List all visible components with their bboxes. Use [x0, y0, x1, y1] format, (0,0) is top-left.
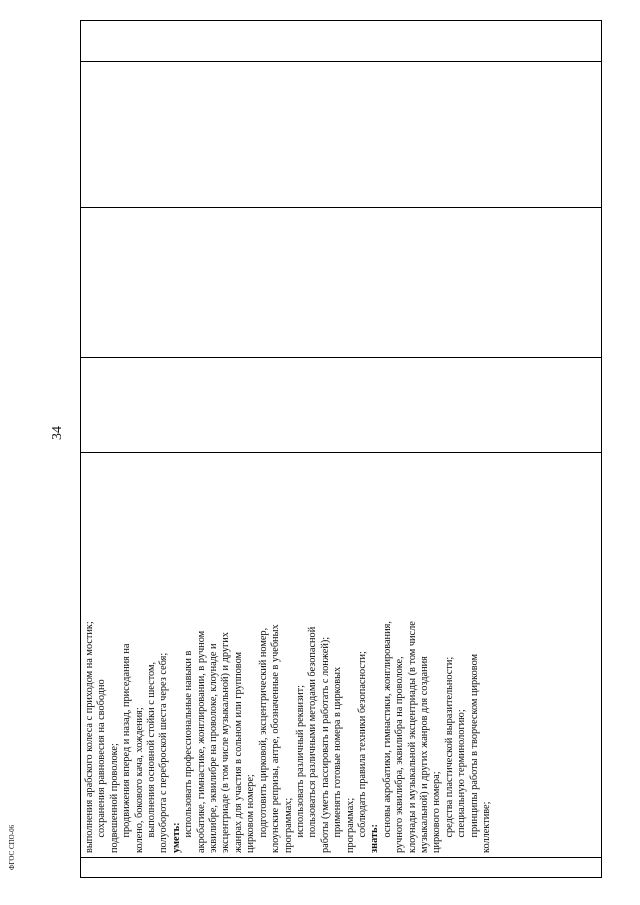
- content-line: принципы работы в творческом цирковом: [468, 653, 480, 853]
- content-line: программах;: [282, 797, 294, 853]
- page-number: 34: [50, 426, 65, 440]
- table-cell-content: [81, 452, 602, 857]
- content-line: полуоборота с переброской шеста через себя;: [158, 652, 170, 853]
- content-line: специальную терминологию;: [456, 709, 468, 853]
- content-line: коллективе;: [481, 801, 492, 853]
- content-line: программах;: [344, 797, 356, 853]
- table-cell-competencies: [81, 61, 602, 207]
- content-line: знать:: [369, 824, 381, 853]
- table-rotated-row: [81, 21, 602, 878]
- table-cell-extra: [81, 21, 602, 61]
- content-line: использовать различный реквизит;: [294, 684, 306, 853]
- content-line: работы (уметь пассировать и работать с лонжей);: [319, 636, 331, 853]
- content-line: эксцентриаде (в том числе музыкальной) и других: [220, 632, 232, 853]
- content-line: основы акробатики, гимнастики, жонглирования,: [381, 621, 393, 853]
- table-cell-discipline: [81, 207, 602, 357]
- content-line: клоунады и музыкальной эксцентриады (в том числе: [406, 621, 418, 853]
- content-line: продвижения вперед и назад, приседания на: [121, 643, 133, 853]
- content-line: жанрах для участия в сольном или групповом: [232, 651, 244, 853]
- content-line: сохранения равновесия на свободно: [96, 679, 108, 853]
- content-line: соблюдать правила техники безопасности;: [356, 651, 368, 853]
- footer-code: ФГОС СПО-06: [8, 824, 16, 870]
- content-line: пользоваться различными методами безопасной: [307, 626, 319, 853]
- content-line: выполнения арабского колеса с приходом на мостик;: [84, 621, 95, 853]
- content-line: циркового номера;: [431, 771, 443, 853]
- table-cell-hours: [81, 357, 602, 452]
- content-line: уметь:: [170, 822, 182, 853]
- content-line: цирковом номере;: [245, 774, 257, 853]
- content-line: подготовить цирковой, эксцентрический номер,: [257, 627, 269, 853]
- content-line: музыкальной) и других жанров для создания: [418, 656, 430, 853]
- content-line: акробатике, гимнастике, жонглировании, в ручном: [195, 630, 207, 853]
- content-line: выполнения основной стойки с шестом,: [146, 661, 158, 853]
- content-line: использовать профессиональные навыки в: [183, 650, 195, 853]
- content-line: клоунские репризы, антре, обозначенные в учебных: [270, 624, 282, 853]
- content-line: средства пластической выразительности;: [443, 656, 455, 853]
- content-line: подвешенной проволоке;: [108, 743, 120, 853]
- content-line: ручного эквилибра, эквилибра на проволоке,: [394, 656, 406, 853]
- content-line: эквилибре, эквилибре на проволоке, клоунаде и: [208, 643, 220, 853]
- table: [80, 20, 602, 878]
- content-line: колено, бокового кача, хождения;: [133, 707, 145, 853]
- content-line: применять готовые номера в цирковых: [332, 666, 344, 853]
- table-cell-index: [81, 857, 602, 878]
